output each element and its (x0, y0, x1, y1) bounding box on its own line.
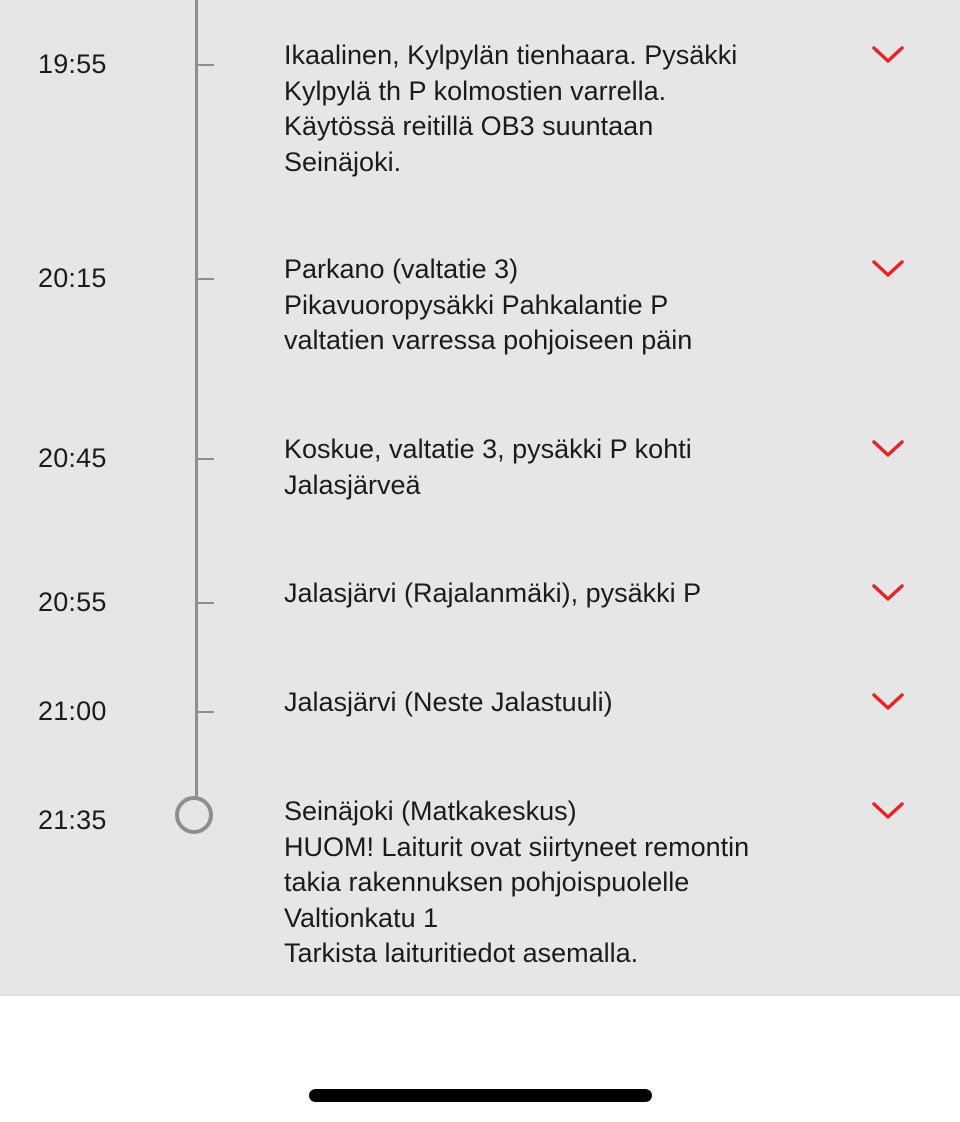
chevron-down-icon (868, 44, 908, 66)
expand-stop-button[interactable] (868, 258, 908, 288)
stop-tick-marker (196, 458, 214, 460)
stop-time: 19:55 (38, 49, 107, 79)
stop-description: Jalasjärvi (Rajalanmäki), pysäkki P (284, 578, 702, 608)
timeline-line (195, 0, 198, 797)
stop-tick-marker (196, 64, 214, 66)
expand-stop-button[interactable] (868, 691, 908, 721)
stop-time: 20:55 (38, 587, 107, 617)
stop-description: Koskue, valtatie 3, pysäkki P kohti Jalasjärveä (284, 434, 692, 500)
expand-stop-button[interactable] (868, 438, 908, 468)
home-indicator[interactable] (309, 1089, 652, 1102)
stop-description: Parkano (valtatie 3) Pikavuoropysäkki Pahkalantie P valtatien varressa pohjoiseen päin (284, 254, 693, 355)
end-stop-circle-icon (175, 796, 213, 834)
stop-time: 21:35 (38, 805, 107, 835)
chevron-down-icon (868, 691, 908, 713)
chevron-down-icon (868, 582, 908, 604)
stop-description: Ikaalinen, Kylpylän tienhaara. Pysäkki Kylpylä th P kolmostien varrella. Käytössä reitillä OB3 suuntaan Seinäjoki. (284, 40, 738, 177)
chevron-down-icon (868, 258, 908, 280)
expand-stop-button[interactable] (868, 44, 908, 74)
stop-description: Jalasjärvi (Neste Jalastuuli) (284, 687, 613, 717)
stop-tick-marker (196, 711, 214, 713)
stop-time: 20:15 (38, 263, 107, 293)
stop-tick-marker (196, 278, 214, 280)
chevron-down-icon (868, 438, 908, 460)
chevron-down-icon (868, 800, 908, 822)
stop-time: 21:00 (38, 696, 107, 726)
expand-stop-button[interactable] (868, 800, 908, 830)
stop-description: Seinäjoki (Matkakeskus) HUOM! Laiturit ovat siirtyneet remontin takia rakennuksen pohjoispuolelle Valtionkatu 1 Tarkista laituritiedot asemalla. (284, 796, 750, 968)
stop-time: 20:45 (38, 443, 107, 473)
expand-stop-button[interactable] (868, 582, 908, 612)
stop-tick-marker (196, 602, 214, 604)
